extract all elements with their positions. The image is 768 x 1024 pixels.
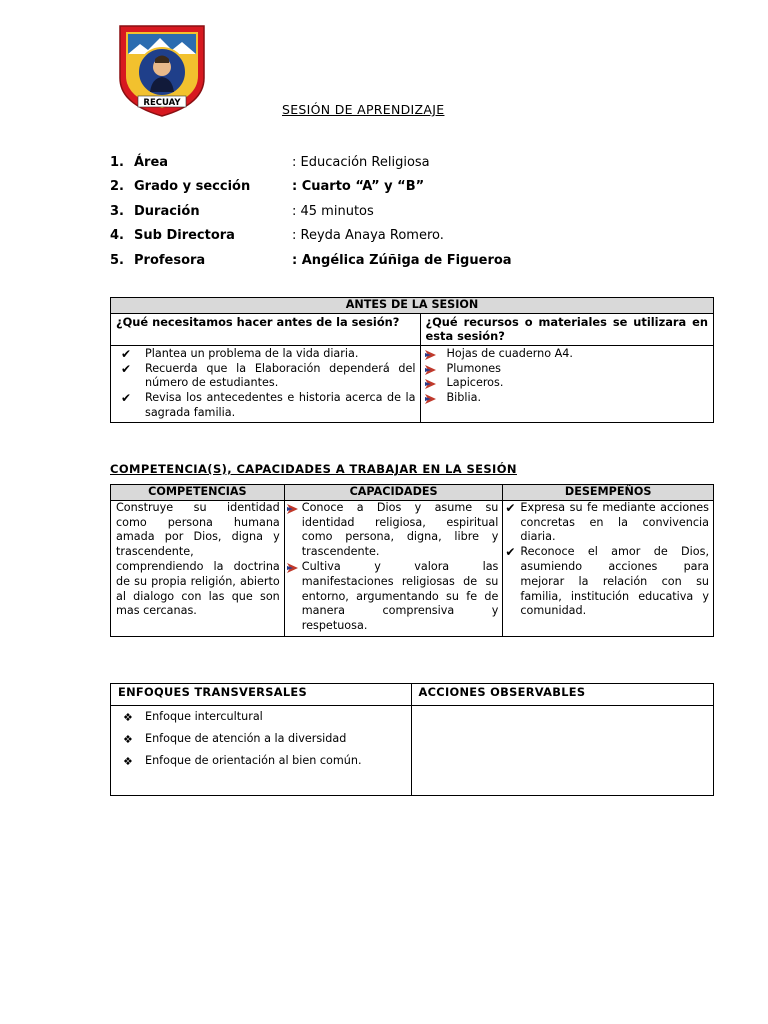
session-info-list: [110, 150, 512, 273]
info-value: : Educación Religiosa: [292, 154, 430, 170]
acciones-observables-cell: [411, 706, 713, 796]
info-row-duracion: [110, 199, 512, 224]
antes-col2-title: ¿Qué recursos o materiales se utilizara en esta sesión?: [420, 313, 714, 345]
capacidades-cell: [284, 500, 503, 636]
checkmark-icon: ✔: [121, 391, 132, 406]
list-item: [423, 391, 710, 406]
info-label: Grado y sección: [134, 179, 251, 195]
list-item-text: Enfoque de orientación al bien común.: [145, 754, 362, 767]
info-number: 3.: [110, 203, 124, 219]
list-item-text: Recuerda que la Elaboración dependerá del número de estudiantes.: [145, 361, 416, 390]
list-item-text: Enfoque de atención a la diversidad: [145, 732, 347, 745]
list-item-text: Reconoce el amor de Dios, asumiendo acciones para mejorar la relación con su familia, institución educativa y comunidad.: [520, 545, 709, 618]
list-item: [121, 391, 416, 421]
column-header-enfoques: ENFOQUES TRANSVERSALES: [111, 684, 412, 706]
list-item: [287, 501, 499, 560]
column-header-competencias: COMPETENCIAS: [111, 485, 285, 501]
document-title: SESIÓN DE APRENDIZAJE: [282, 102, 445, 117]
list-item: [423, 347, 710, 362]
info-row-grado: [110, 175, 512, 200]
list-item: [287, 560, 499, 634]
diamond-bullet-icon: ❖: [123, 711, 133, 724]
list-item-text: Plantea un problema de la vida diaria.: [145, 346, 359, 360]
arrow-bullet-icon: [425, 379, 436, 389]
competencia-cell: Construye su identidad como persona humana amada por Dios, digna y trascendente, comprendiendo la doctrina de su propia religión, abierto al dialogo con las que son mas cercanas.: [111, 500, 285, 636]
arrow-bullet-icon: [425, 394, 436, 404]
column-header-capacidades: CAPACIDADES: [284, 485, 503, 501]
list-item: [119, 728, 403, 750]
checkmark-icon: ✔: [505, 545, 516, 560]
antes-header: ANTES DE LA SESION: [111, 298, 714, 314]
list-item: [505, 501, 709, 545]
list-item-text: Expresa su fe mediante acciones concretas en la convivencia diaria.: [520, 500, 709, 544]
arrow-bullet-icon: [425, 350, 436, 360]
diamond-bullet-icon: ❖: [123, 755, 133, 768]
list-item: [121, 362, 416, 392]
info-value: : Cuarto “A” y “B”: [292, 179, 425, 195]
enfoques-table: [110, 683, 714, 796]
list-item: [119, 706, 403, 728]
checkmark-icon: ✔: [121, 361, 132, 376]
list-item-text: Revisa los antecedentes e historia acerca de la sagrada familia.: [145, 391, 416, 419]
list-item-text: Cultiva y valora las manifestaciones religiosas de su entorno, argumentando su fe de manera comprensiva y respetuosa.: [301, 559, 499, 633]
arrow-bullet-icon: [425, 365, 436, 375]
antes-col1-title: ¿Qué necesitamos hacer antes de la sesión?: [111, 313, 421, 345]
info-number: 1.: [110, 154, 124, 170]
info-row-profesora: [110, 248, 512, 273]
info-number: 4.: [110, 228, 124, 244]
checkmark-icon: ✔: [505, 500, 516, 515]
list-item-text: Hojas de cuaderno A4.: [446, 346, 573, 360]
arrow-bullet-icon: [287, 563, 298, 573]
info-value: : 45 minutos: [292, 203, 374, 219]
list-item: [119, 750, 403, 772]
info-label: Sub Directora: [134, 228, 235, 244]
competencias-table: [110, 484, 714, 637]
desempenos-cell: [503, 500, 714, 636]
diamond-bullet-icon: ❖: [123, 733, 133, 746]
enfoques-list-cell: [111, 706, 412, 796]
list-item-text: Conoce a Dios y asume su identidad religiosa, espiritual como persona, digna, libre y trascendente.: [301, 500, 499, 559]
antes-actions-cell: [111, 345, 421, 422]
info-number: 5.: [110, 252, 124, 268]
list-item-text: Enfoque intercultural: [145, 710, 263, 723]
list-item: [505, 545, 709, 619]
list-item: [423, 362, 710, 377]
antes-sesion-table: [110, 297, 714, 423]
column-header-desempenos: DESEMPEÑOS: [503, 485, 714, 501]
info-label: Área: [134, 154, 169, 170]
column-header-acciones: ACCIONES OBSERVABLES: [411, 684, 713, 706]
list-item-text: Lapiceros.: [446, 376, 504, 390]
info-row-area: [110, 150, 512, 175]
arrow-bullet-icon: [287, 504, 298, 514]
info-number: 2.: [110, 179, 124, 195]
list-item: [423, 376, 710, 391]
info-value: : Reyda Anaya Romero.: [292, 228, 444, 244]
info-row-subdirectora: [110, 224, 512, 249]
list-item-text: Biblia.: [446, 391, 482, 405]
info-label: Profesora: [134, 252, 206, 268]
competencias-section-title: COMPETENCIA(S), CAPACIDADES A TRABAJAR EN LA SESIÓN: [110, 462, 517, 476]
school-crest-logo: [114, 22, 210, 118]
list-item: [121, 347, 416, 362]
logo-banner-text: RECUAY: [143, 98, 181, 108]
info-label: Duración: [134, 203, 200, 219]
checkmark-icon: ✔: [121, 346, 132, 361]
list-item-text: Plumones: [446, 361, 501, 375]
info-value: : Angélica Zúñiga de Figueroa: [292, 252, 512, 268]
antes-resources-cell: [420, 345, 714, 422]
